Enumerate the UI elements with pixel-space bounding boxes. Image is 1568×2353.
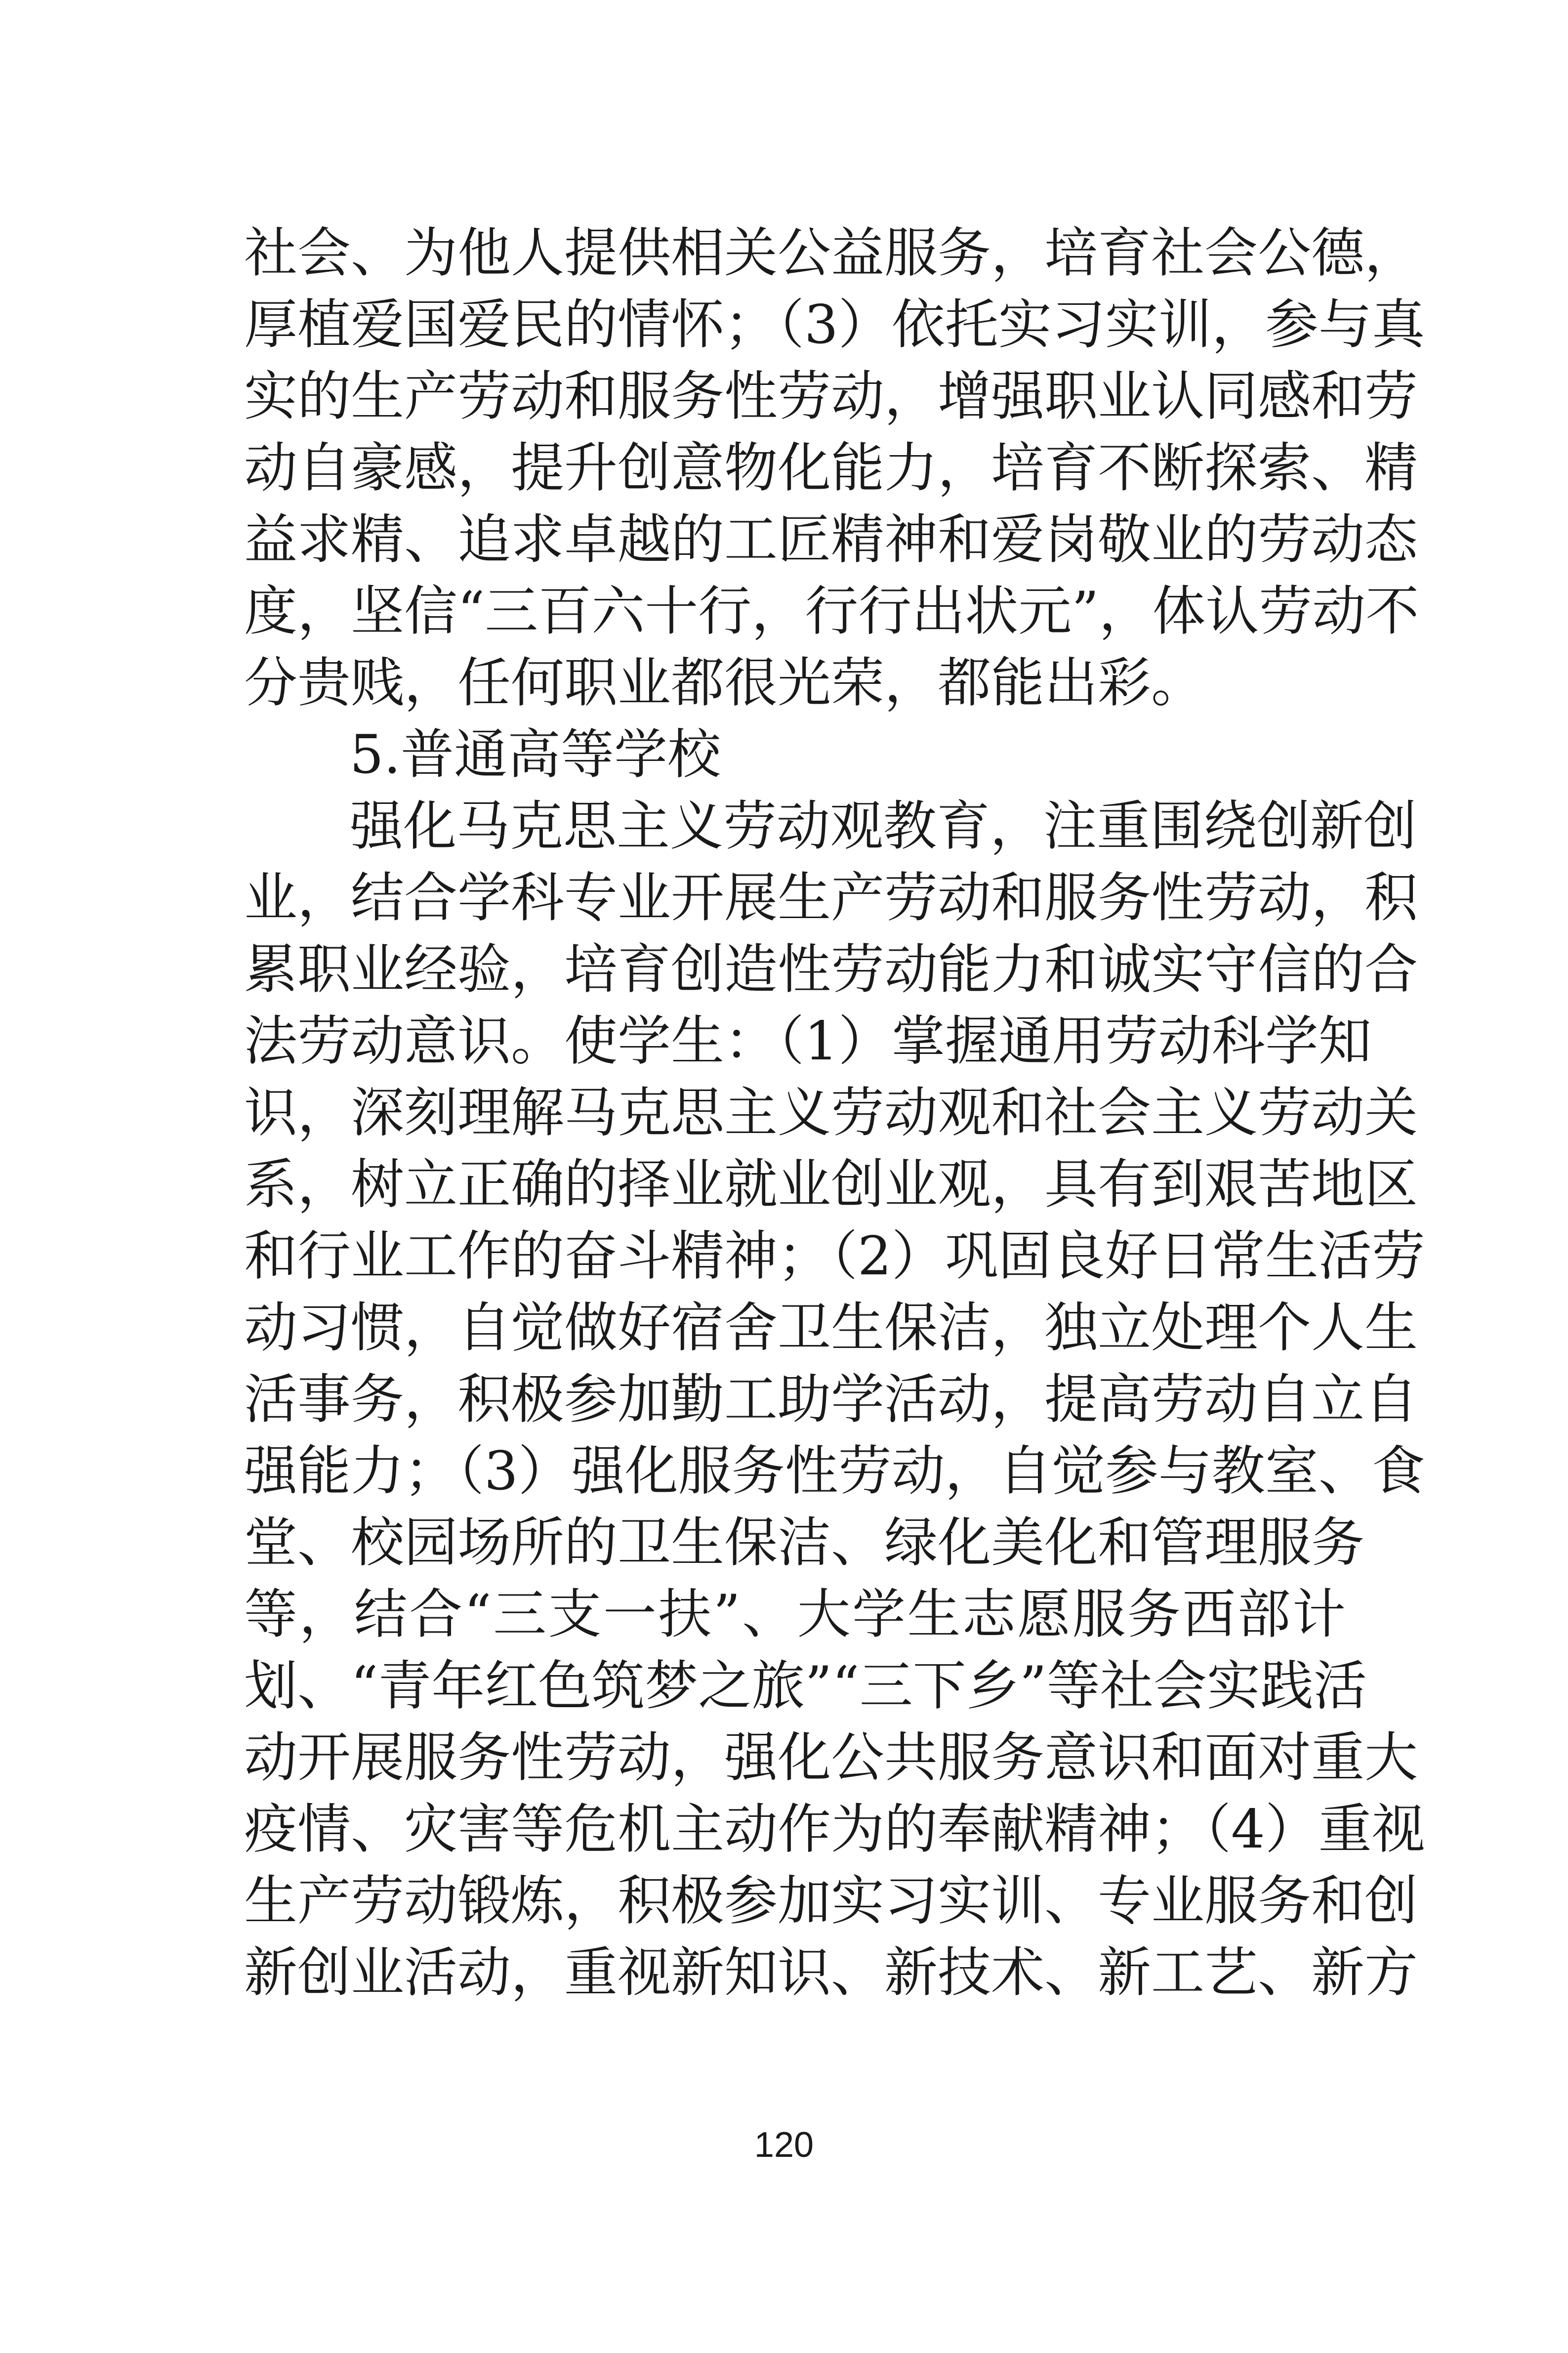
text-line: 强化马克思主义劳动观教育，注重围绕创新创 [350, 796, 1417, 857]
text-line: 实的生产劳动和服务性劳动，增强职业认同感和劳 [244, 366, 1418, 427]
text-line: 动开展服务性劳动，强化公共服务意识和面对重大 [244, 1727, 1418, 1789]
text-line: 活事务，积极参加勤工助学活动，提高劳动自立自 [244, 1369, 1418, 1430]
text-line: 社会、为他人提供相关公益服务，培育社会公德， [244, 222, 1418, 284]
text-line: 系，树立正确的择业就业创业观，具有到艰苦地区 [244, 1154, 1418, 1216]
text-line: 分贵贱，任何职业都很光荣，都能出彩。 [244, 652, 1205, 714]
text-line: 动习惯，自觉做好宿舍卫生保洁，独立处理个人生 [244, 1297, 1418, 1359]
text-line: 和行业工作的奋斗精神；（2）巩固良好日常生活劳 [244, 1225, 1425, 1287]
text-line: 业，结合学科专业开展生产劳动和服务性劳动，积 [244, 867, 1418, 929]
text-line: 强能力；（3）强化服务性劳动，自觉参与教室、食 [244, 1440, 1425, 1502]
text-line: 识，深刻理解马克思主义劳动观和社会主义劳动关 [244, 1082, 1418, 1144]
text-line: 堂、校园场所的卫生保洁、绿化美化和管理服务 [244, 1512, 1365, 1574]
text-line: 益求精、追求卓越的工匠精神和爱岗敬业的劳动态 [244, 509, 1418, 571]
text-line: 疫情、灾害等危机主动作为的奉献精神；（4）重视 [244, 1799, 1425, 1860]
page-number: 120 [754, 2125, 814, 2165]
section-heading: 5.普通高等学校 [350, 724, 721, 786]
text-line: 等，结合“三支一扶”、大学生志愿服务西部计 [244, 1584, 1346, 1645]
text-line: 厚植爱国爱民的情怀；（3）依托实习实训，参与真 [244, 294, 1425, 356]
text-line: 法劳动意识。使学生：（1）掌握通用劳动科学知 [244, 1010, 1372, 1072]
text-line: 新创业活动，重视新知识、新技术、新工艺、新方 [244, 1942, 1418, 2004]
text-line: 动自豪感，提升创意物化能力，培育不断探索、精 [244, 437, 1418, 499]
text-line: 生产劳动锻炼，积极参加实习实训、专业服务和创 [244, 1870, 1418, 1932]
text-line: 划、“青年红色筑梦之旅”“三下乡”等社会实践活 [244, 1655, 1367, 1717]
text-line: 累职业经验，培育创造性劳动能力和诚实守信的合 [244, 939, 1418, 1001]
body-text [244, 217, 1425, 2009]
text-line: 度，坚信“三百六十行，行行出状元”，体认劳动不 [244, 581, 1419, 642]
